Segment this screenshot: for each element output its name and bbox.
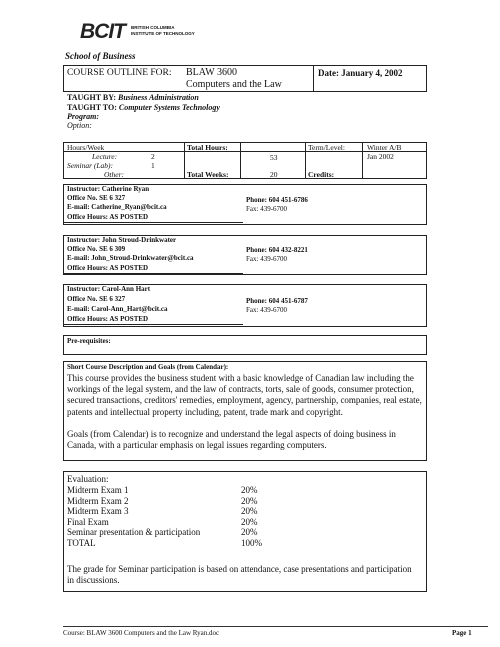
taught-by-value: Business Administration [117, 93, 199, 102]
hours-week-label: Hours/Week [67, 143, 105, 152]
instructor-office: Office No. SE 6 309 [67, 245, 126, 253]
instructor-email: E-mail: John_Stroud-Drinkwater@bcit.ca [67, 254, 194, 262]
description-goals: Goals (from Calendar) is to recognize and understand the legal aspects of doing business in Canada, with a particular emphasis on legal issues regarding computers. [67, 429, 396, 451]
instructor-name: Instructor: Catherine Ryan [67, 185, 150, 193]
evaluation-item [67, 485, 397, 496]
program-label: Program: [67, 112, 99, 121]
lecture-value: 2 [151, 152, 155, 161]
office-hours-underline [63, 273, 243, 274]
evaluation-item-weight: 20% [241, 485, 258, 495]
footer-course: Course: BLAW 3600 Computers and the Law Ryan.doc [63, 629, 220, 637]
instructor-office: Office No. SE 6 327 [67, 194, 126, 202]
bcit-logo-line2: INSTITUTE OF TECHNOLOGY [131, 31, 195, 36]
office-hours-underline [63, 222, 243, 223]
term-date: Jan 2002 [367, 152, 394, 161]
term-value: Winter A/B [367, 143, 402, 152]
evaluation-item [67, 517, 397, 528]
evaluation-item-name: Midterm Exam 2 [67, 495, 129, 506]
evaluation-item-name: Midterm Exam 1 [67, 485, 129, 495]
outline-label: COURSE OUTLINE FOR: [67, 68, 172, 78]
footer-page: Page 1 [452, 629, 472, 637]
prerequisites-label: Pre-requisites: [67, 337, 111, 345]
instructor-name: Instructor: John Stroud-Drinkwater [67, 236, 177, 244]
course-code: BLAW 3600 [186, 67, 237, 78]
hours-divider-2 [240, 142, 241, 179]
evaluation-item-weight: 100% [241, 537, 262, 548]
evaluation-list [67, 485, 397, 548]
total-hours-label: Total Hours: [187, 143, 228, 152]
header-divider [313, 65, 314, 92]
bcit-logo-line1: BRITISH COLUMBIA [131, 25, 175, 30]
taught-to-value: Computer Systems Technology [118, 103, 220, 112]
instructor-phone: Phone: 604 451-6787 [246, 297, 308, 305]
instructor-fax: Fax: 439-6700 [246, 255, 288, 263]
description-body: This course provides the business student with a basic knowledge of Canadian law including the workings of the legal system, and the law of contracts, torts, sale of goods, consumer protection, secured transactions, creditors' remedies, employment, agency, partnership, companies, real estate, patents and intellectual property including, patent, trade mark and copyright. [67, 373, 422, 417]
instructor-office-hours: Office Hours: AS POSTED [67, 213, 149, 221]
prerequisites-box [63, 335, 427, 355]
instructor-office: Office No. SE 6 327 [67, 295, 126, 303]
hours-divider-3 [305, 142, 306, 179]
evaluation-heading: Evaluation: [67, 474, 109, 484]
outline-date: Date: January 4, 2002 [318, 68, 403, 78]
seminar-label: Seminar (Lab): [67, 161, 114, 170]
instructor-phone: Phone: 604 451-6786 [246, 196, 308, 204]
hours-divider-1 [184, 142, 185, 179]
taught-by-label: TAUGHT BY: [67, 93, 116, 102]
evaluation-item-name: Seminar presentation & participation [67, 527, 201, 537]
total-weeks-label: Total Weeks: [187, 170, 229, 179]
taught-by [67, 93, 199, 103]
evaluation-item-weight: 20% [241, 506, 258, 516]
evaluation-item [67, 538, 397, 549]
total-weeks-value: 20 [270, 170, 278, 179]
instructor-office-hours: Office Hours: AS POSTED [67, 315, 149, 323]
term-label: Term/Level: [308, 143, 345, 152]
instructor-fax: Fax: 439-6700 [246, 205, 288, 213]
instructor-fax: Fax: 439-6700 [246, 306, 288, 314]
other-label: Other: [104, 170, 124, 179]
seminar-value: 1 [151, 161, 155, 170]
bcit-logo-mark: BCIT [80, 20, 125, 43]
evaluation-note: The grade for Seminar participation is based on attendance, case presentations and participation in discussions. [67, 564, 412, 585]
evaluation-item [67, 496, 397, 507]
credits-label: Credits: [308, 170, 335, 179]
bcit-logo [80, 21, 210, 43]
description-heading: Short Course Description and Goals (from Calendar): [67, 363, 229, 371]
instructor-email: E-mail: Carol-Ann_Hart@bcit.ca [67, 305, 168, 313]
evaluation-item [67, 527, 397, 538]
footer-rule [63, 626, 488, 627]
instructor-email: E-mail: Catherine_Ryan@bcit.ca [67, 203, 167, 211]
evaluation-item-name: Final Exam [67, 516, 109, 527]
instructor-phone: Phone: 604 432-8221 [246, 246, 308, 254]
lecture-label: Lecture: [92, 152, 118, 161]
evaluation-item-weight: 20% [241, 495, 258, 506]
instructor-name: Instructor: Carol-Ann Hart [67, 285, 151, 293]
instructor-office-hours: Office Hours: AS POSTED [67, 264, 149, 272]
evaluation-item-weight: 20% [241, 516, 258, 527]
evaluation-item [67, 506, 397, 517]
hours-divider-4 [362, 142, 363, 179]
taught-to-label: TAUGHT TO: [67, 103, 117, 112]
school-name: School of Business [65, 51, 136, 61]
office-hours-underline [63, 324, 243, 325]
evaluation-item-weight: 20% [241, 527, 258, 537]
total-hours-value: 53 [270, 153, 278, 162]
evaluation-item-name: Midterm Exam 3 [67, 506, 129, 516]
option-label: Option: [67, 121, 92, 130]
evaluation-item-name: TOTAL [67, 537, 96, 548]
course-title: Computers and the Law [186, 79, 282, 90]
